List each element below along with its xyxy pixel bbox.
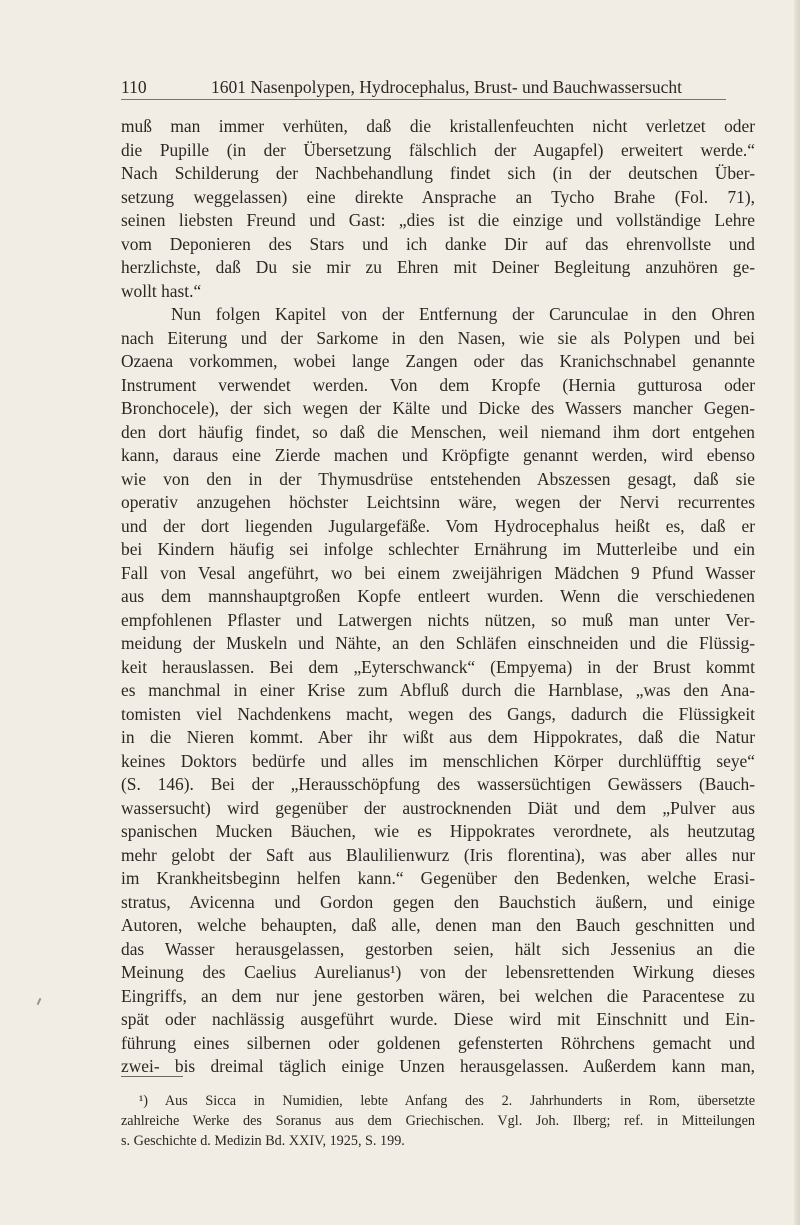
text-line: Instrument verwendet werden. Von dem Kropfe (Hernia gutturosa oder — [121, 374, 755, 395]
text-line: und der dort liegenden Jugulargefäße. Vom Hydrocephalus heißt es, daß er — [121, 515, 755, 536]
text-line: vom Deponieren des Stars und ich danke Dir auf das ehrenvollste und — [121, 233, 755, 254]
text-line: (S. 146). Bei der „Herausschöpfung des wassersüchtigen Gewässers (Bauch- — [121, 774, 755, 794]
text-line: das Wasser herausgelassen, gestorben seien, hält sich Jessenius an die — [121, 938, 755, 959]
text-line: keit herauslassen. Bei dem „Eyterschwanck“ (Empyema) in der Brust kommt — [121, 656, 755, 677]
text-line: in die Nieren kommt. Aber ihr wißt aus dem Hippokrates, daß die Natur — [121, 727, 755, 747]
page-number: 110 — [121, 77, 147, 97]
text-line: Bronchocele), der sich wegen der Kälte und Dicke des Wassers mancher Gegen- — [121, 398, 755, 418]
text-line: operativ anzugehen höchster Leichtsinn wäre, wegen der Nervi recurrentes — [121, 492, 755, 512]
text-line: führung eines silbernen oder goldenen gefensterten Röhrchens gemacht und — [121, 1032, 755, 1053]
text-line: Autoren, welche behaupten, daß alle, denen man den Bauch geschnitten und — [121, 915, 755, 935]
margin-speck — [37, 998, 42, 1005]
text-line: die Pupille (in der Übersetzung fälschlich der Augapfel) erweitert werde.“ — [121, 139, 755, 160]
running-header — [121, 74, 726, 100]
text-line: Meinung des Caelius Aurelianus¹) von der lebensrettenden Wirkung dieses — [121, 962, 755, 982]
text-line: im Krankheitsbeginn helfen kann.“ Gegenüber den Bedenken, welche Erasi- — [121, 868, 755, 888]
footnote-line: zahlreiche Werke des Soranus aus dem Griechischen. Vgl. Joh. Ilberg; ref. in Mitteilungen — [121, 1113, 755, 1129]
text-line: Ozaena vorkommen, wobei lange Zangen oder das Kranichschnabel genannte — [121, 351, 755, 371]
text-line: spät oder nachlässig ausgeführt wurde. Diese wird mit Einschnitt und Ein- — [121, 1009, 755, 1029]
text-line: wollt hast.“ — [121, 280, 202, 301]
page-edge — [794, 0, 800, 1225]
footnote-line: ¹) Aus Sicca in Numidien, lebte Anfang des 2. Jahrhunderts in Rom, übersetzte — [139, 1093, 755, 1109]
text-line: muß man immer verhüten, daß die kristallenfeuchten nicht verletzet oder — [121, 116, 755, 136]
text-line: empfohlenen Pflaster und Latwergen nichts nützen, so muß man unter Ver- — [121, 609, 755, 630]
footnote-line: s. Geschichte d. Medizin Bd. XXIV, 1925, S. 199. — [121, 1133, 405, 1149]
text-line: herzlichste, daß Du sie mir zu Ehren mit Deiner Begleitung anzuhören ge- — [121, 257, 755, 277]
text-line: keines Doktors bedürfe und alles im menschlichen Körper durchlüfftig seye“ — [121, 750, 755, 771]
text-line: bei Kindern häufig sei infolge schlechter Ernährung im Mutterleibe und ein — [121, 539, 755, 559]
text-line: setzung weggelassen) eine direkte Ansprache an Tycho Brahe (Fol. 71), — [121, 186, 755, 207]
footnote-rule — [121, 1076, 183, 1077]
text-line: Nach Schilderung der Nachbehandlung findet sich (in der deutschen Über- — [121, 163, 755, 183]
text-line: seinen liebsten Freund und Gast: „dies ist die einzige und vollständige Lehre — [121, 210, 755, 230]
text-line: mehr gelobt der Saft aus Blaulilienwurz (Iris florentina), was aber alles nur — [121, 844, 755, 865]
running-title: 1601 Nasenpolypen, Hydrocephalus, Brust- und Bauchwassersucht — [211, 77, 682, 97]
text-line: spanischen Mucken Bäuchen, wie es Hippokrates verordnete, als heutzutag — [121, 821, 755, 841]
main-text — [121, 115, 755, 1079]
text-line: aus dem mannshauptgroßen Kopfe entleert wurden. Wenn die verschiedenen — [121, 586, 755, 606]
text-line: Fall von Vesal angeführt, wo bei einem zweijährigen Mädchen 9 Pfund Wasser — [121, 562, 755, 583]
text-line: zwei- bis dreimal täglich einige Unzen herausgelassen. Außerdem kann man, — [121, 1056, 755, 1076]
text-line: nach Eiterung und der Sarkome in den Nasen, wie sie als Polypen und bei — [121, 327, 755, 348]
text-line: kann, daraus eine Zierde machen und Kröpfigte genannt werden, wird ebenso — [121, 445, 755, 465]
text-line: Eingriffs, an dem nur jene gestorben wären, bei welchen die Paracentese zu — [121, 985, 755, 1006]
text-line: tomisten viel Nachdenkens macht, wegen des Gangs, dadurch die Flüssigkeit — [121, 703, 755, 724]
text-line: stratus, Avicenna und Gordon gegen den Bauchstich äußern, und einige — [121, 891, 755, 912]
footnote — [121, 1091, 755, 1151]
text-line: wassersucht) wird gegenüber der austrocknenden Diät und dem „Pulver aus — [121, 797, 755, 818]
header-rule — [121, 99, 726, 100]
text-line: den dort häufig findet, so daß die Menschen, weil niemand ihm dort entgehen — [121, 421, 755, 442]
text-line: meidung der Muskeln und Nähte, an den Schläfen einschneiden und die Flüssig- — [121, 633, 755, 653]
text-line: Nun folgen Kapitel von der Entfernung der Carunculae in den Ohren — [171, 304, 755, 324]
text-line: es manchmal in einer Krise zum Abfluß durch die Harnblase, „was den Ana- — [121, 680, 755, 700]
text-line: wie von den in der Thymusdrüse entstehenden Abszessen gesagt, daß sie — [121, 468, 755, 489]
